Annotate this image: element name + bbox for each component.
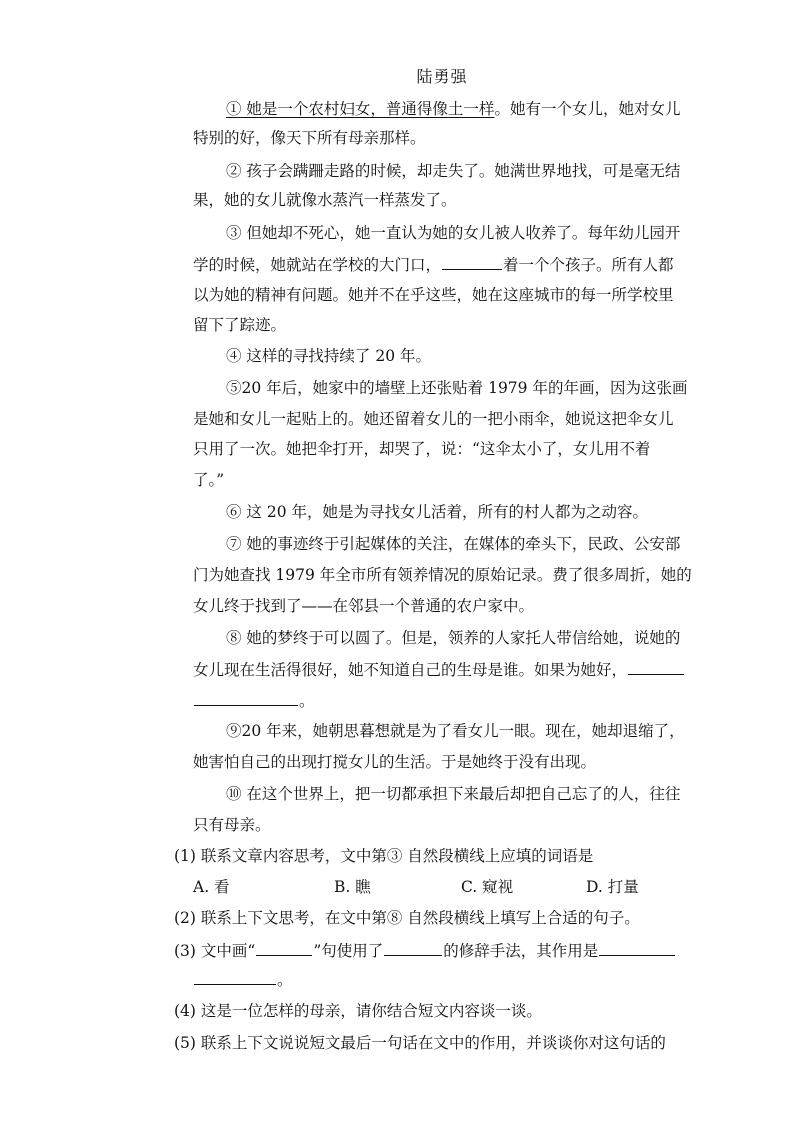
answer-blank-q3-effect-b[interactable] [194, 968, 276, 985]
answer-blank-q3-device[interactable] [384, 939, 442, 956]
paragraph-2-line-2: 果，她的女儿就像水蒸汽一样蒸发了。 [193, 191, 457, 209]
paragraph-5-line-2: 是她和女儿一起贴上的。她还留着女儿的一把小雨伞，她说这把伞女儿 [193, 410, 674, 428]
question-3-line-2: 。 [193, 968, 293, 991]
paragraph-4: ④ 这样的寻找持续了 20 年。 [226, 347, 432, 365]
paragraph-7-line-2: 门为她查找 1979 年全市所有领养情况的原始记录。费了很多周折，她的 [193, 566, 692, 584]
paragraph-10-line-1: ⑩ 在这个世界上，把一切都承担下来最后却把自己忘了的人，往往 [226, 785, 681, 803]
question-5: (5) 联系上下文说说短文最后一句话在文中的作用，并谈谈你对这句话的 [174, 1034, 666, 1052]
option-d[interactable]: D. 打量 [586, 878, 639, 896]
underlined-sentence: ① 她是一个农村妇女，普通得像土一样 [226, 100, 495, 118]
author-name: 陆勇强 [416, 67, 468, 86]
paragraph-9-line-1: ⑨20 年来，她朝思暮想就是为了看女儿一眼。现在，她却退缩了， [226, 722, 685, 740]
answer-blank-q3-effect-a[interactable] [599, 939, 675, 956]
paragraph-8-line-2: 女儿现在生活得很好，她不知道自己的生母是谁。如果为她好， [193, 658, 685, 681]
paragraph-5-line-4: 了。” [193, 471, 225, 489]
question-3-line-1: (3) 文中画“ ”句使用了 的修辞手法，其作用是 [174, 939, 676, 962]
paragraph-6: ⑥ 这 20 年，她是为寻找女儿活着，所有的村人都为之动容。 [226, 503, 649, 521]
question-1: (1) 联系文章内容思考，文中第③ 自然段横线上应填的词语是 [174, 847, 594, 865]
question-4: (4) 这是一位怎样的母亲，请你结合短文内容谈一谈。 [174, 1002, 542, 1020]
option-a[interactable]: A. 看 [193, 878, 230, 896]
answer-blank-q3-quote[interactable] [256, 939, 312, 956]
paragraph-3-line-2: 学的时候，她就站在学校的大门口， 着一个个孩子。所有人都 [193, 253, 674, 276]
paragraph-7-line-3: 女儿终于找到了——在邻县一个普通的农户家中。 [193, 597, 535, 615]
paragraph-5-line-1: ⑤20 年后，她家中的墙壁上还张贴着 1979 年的年画，因为这张画 [226, 379, 688, 397]
paragraph-3-line-4: 留下了踪迹。 [193, 316, 287, 334]
paragraph-9-line-2: 她害怕自己的出现打搅女儿的生活。于是她终于没有出现。 [193, 753, 597, 771]
paragraph-1-line-1: ① 她是一个农村妇女，普通得像土一样。她有一个女儿，她对女儿 [226, 100, 681, 118]
option-c[interactable]: C. 窥视 [461, 878, 514, 896]
question-2: (2) 联系上下文思考，在文中第⑧ 自然段横线上填写上合适的句子。 [174, 909, 640, 927]
paragraph-1-line-2: 特别的好，像天下所有母亲那样。 [193, 129, 426, 147]
paragraph-7-line-1: ⑦ 她的事迹终于引起媒体的关注，在媒体的牵头下，民政、公安部 [226, 535, 681, 553]
paragraph-5-line-3: 只用了一次。她把伞打开，却哭了，说：“这伞太小了，女儿用不着 [193, 440, 651, 458]
paragraph-2-line-1: ② 孩子会蹒跚走路的时候，却走失了。她满世界地找，可是毫无结 [226, 162, 681, 180]
paragraph-8-line-1: ⑧ 她的梦终于可以圆了。但是，领养的人家托人带信给她，说她的 [226, 629, 681, 647]
paragraph-8-line-3: 。 [193, 689, 315, 712]
paragraph-10-line-2: 只有母亲。 [193, 816, 271, 834]
answer-blank-p8-a[interactable] [628, 658, 684, 675]
answer-blank-p3[interactable] [442, 253, 502, 270]
paragraph-3-line-1: ③ 但她却不死心，她一直认为她的女儿被人收养了。每年幼儿园开 [226, 224, 681, 242]
paragraph-3-line-3: 以为她的精神有问题。她并不在乎这些，她在这座城市的每一所学校里 [193, 286, 674, 304]
option-b[interactable]: B. 瞧 [334, 878, 371, 896]
answer-blank-p8-b[interactable] [194, 689, 298, 706]
